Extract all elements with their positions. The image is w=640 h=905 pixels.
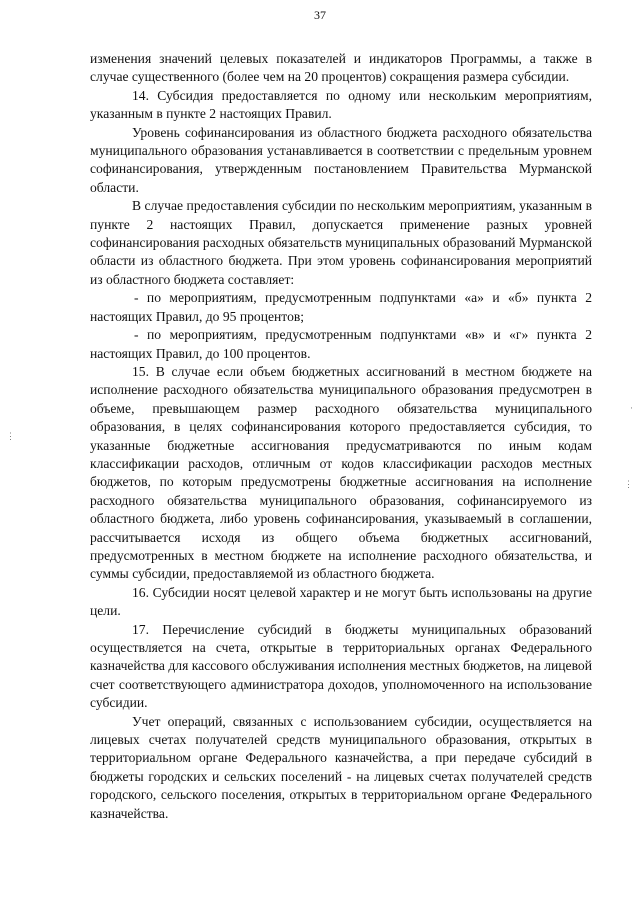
list-item-100-percent: - по мероприятиям, предусмотренным подпунктами «в» и «г» пункта 2 настоящих Правил, до 100 процентов.: [90, 327, 592, 361]
list-item-95-percent: - по мероприятиям, предусмотренным подпунктами «а» и «б» пункта 2 настоящих Правил, до 95 процентов;: [90, 290, 592, 324]
paragraph-item-14: 14. Субсидия предоставляется по одному или нескольким мероприятиям, указанным в пункте 2 настоящих Правил.: [90, 87, 592, 122]
paragraph-accounting: Учет операций, связанных с использованием субсидии, осуществляется на лицевых счетах получателей средств муниципального образования, открытых в территориальном органе Федерального казначейства, а при передаче субсидий в бюджеты городских и сельских поселений - на лицевых счетах получателей средств городского, сельского поселения, открытых в территориальном органе Федерального казначейства.: [90, 713, 592, 821]
scan-artifact-right-top: ·: [630, 403, 633, 413]
paragraph-continuation: изменения значений целевых показателей и индикаторов Программы, а также в случае существенного (более чем на 20 процентов) сокращения размера субсидии.: [90, 51, 592, 85]
paragraph-multiple-measures: В случае предоставления субсидии по нескольким мероприятиям, указанным в пункте 2 настоящих Правил, допускается применение разных уровней софинансирования расходных обязательств муниципальных образований Мурманской области из областного бюджета. При этом уровень софинансирования мероприятий из областного бюджета составляет:: [90, 198, 592, 287]
scan-artifact-left: ⋮: [6, 431, 15, 441]
paragraph-item-15: 15. В случае если объем бюджетных ассигнований в местном бюджете на исполнение расходного обязательства муниципального образования предусмотрен в объеме, превышающем размер расходного обязательства муниципального образования, в целях софинансирования которого предоставляется субсидия, то указанные бюджетные ассигнования предусматриваются по иным кодам классификации расходов, отличным от кодов классификации расходов местных бюджетов, по которым предусмотрены бюджетные ассигнования на исполнение расходного обязательства муниципального образования, софинансируемого из областного бюджета, либо уровень софинансирования, указываемый в соглашении, рассчитывается исходя из общего объема бюджетных ассигнований, предусмотренных в местном бюджете на исполнение расходного обязательства, и суммы субсидии, предоставляемой из областного бюджета.: [90, 363, 592, 582]
scan-artifact-right: ⋮: [624, 479, 633, 489]
document-body: [90, 50, 592, 823]
paragraph-cofinancing-level: Уровень софинансирования из областного бюджета расходного обязательства муниципального образования устанавливается в соответствии с предельным уровнем софинансирования, утвержденным постановлением Правительства Мурманской области.: [90, 124, 592, 195]
paragraph-item-17: 17. Перечисление субсидий в бюджеты муниципальных образований осуществляется на счета, открытые в территориальных органах Федерального казначейства для кассового обслуживания исполнения местных бюджетов, на лицевой счет соответствующего администратора доходов, уполномоченного на использование субсидии.: [90, 621, 592, 711]
page-number: 37: [314, 8, 326, 22]
paragraph-item-16: 16. Субсидии носят целевой характер и не могут быть использованы на другие цели.: [90, 584, 592, 619]
